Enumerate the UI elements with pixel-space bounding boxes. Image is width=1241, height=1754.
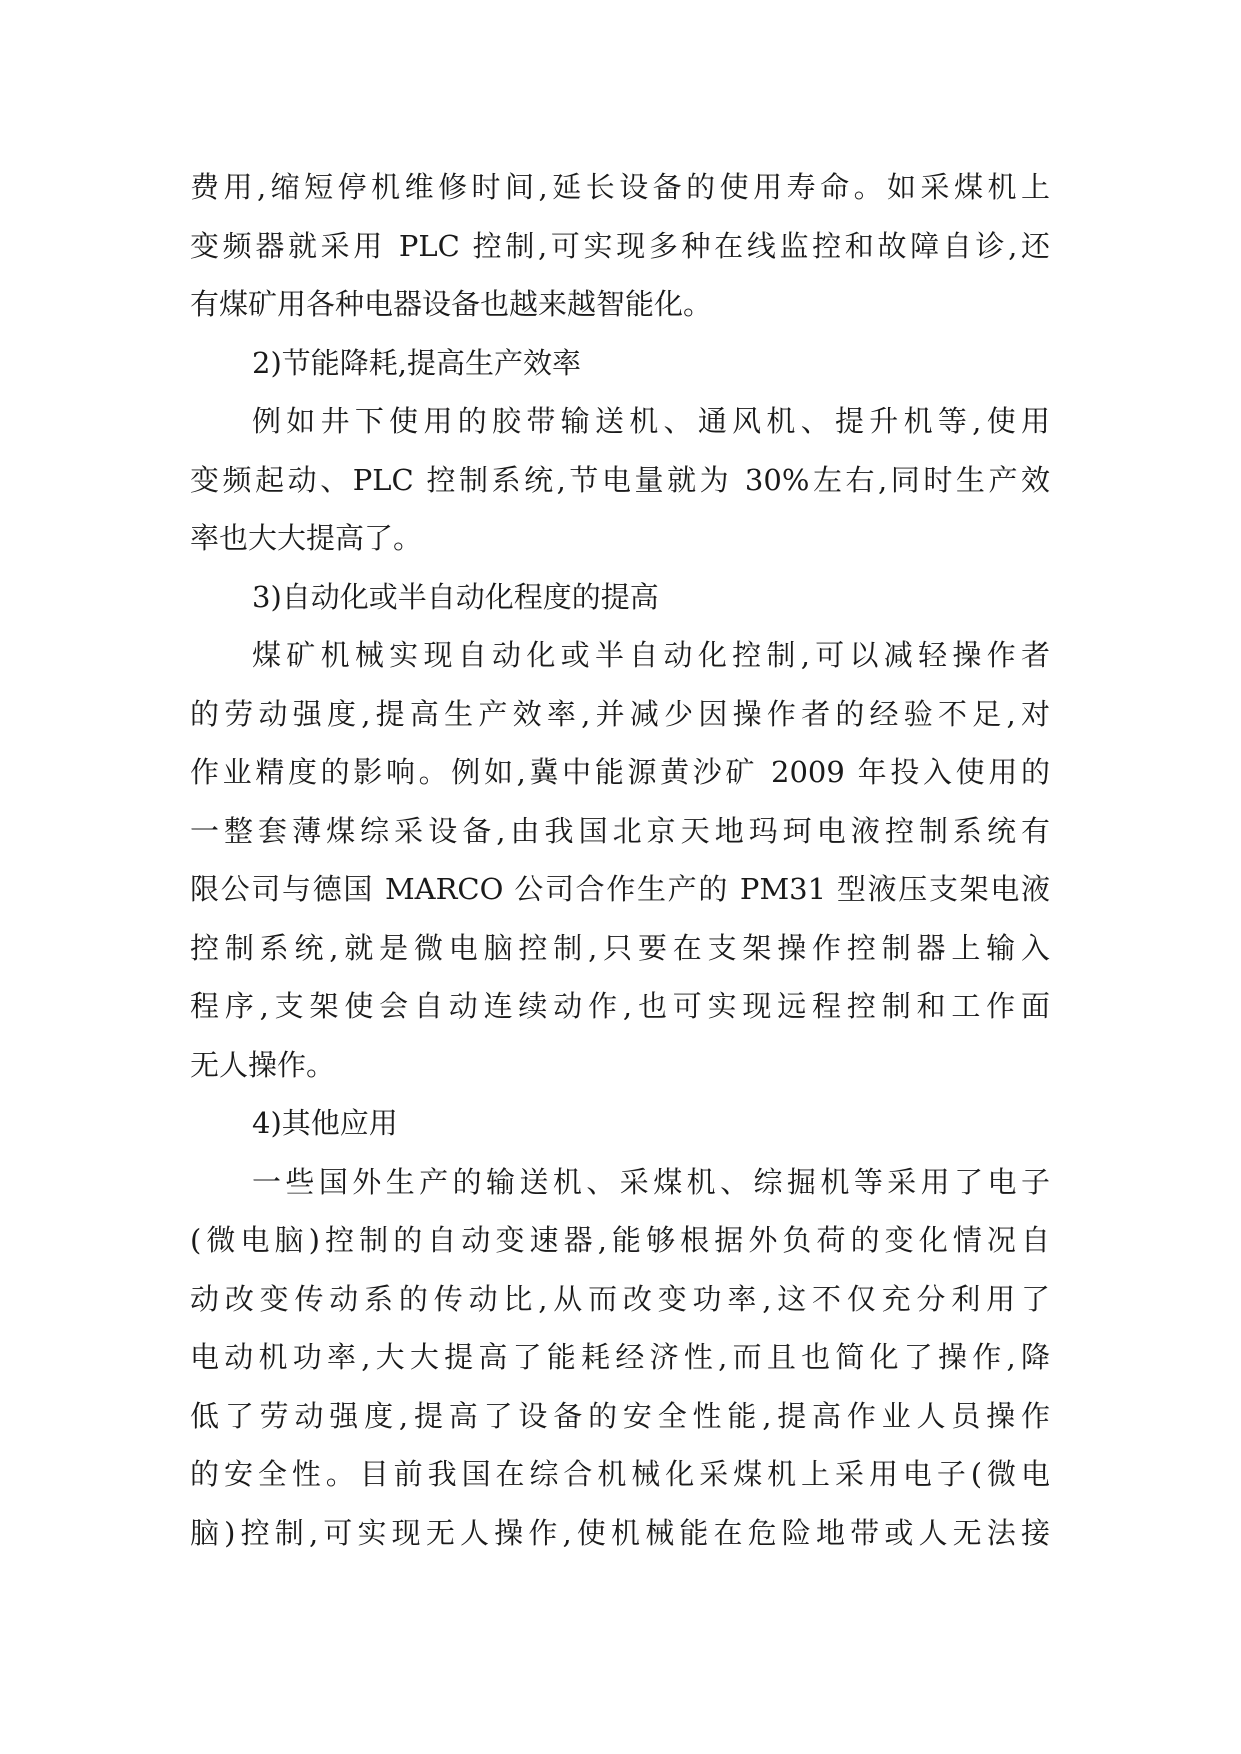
text-line-14: 控制系统,就是微电脑控制,只要在支架操作控制器上输入 [190, 930, 1050, 965]
text-line-12: 一整套薄煤综采设备,由我国北京天地玛珂电液控制系统有 [190, 813, 1050, 848]
section-heading-4: 4)其他应用 [252, 1106, 398, 1140]
text-line-16: 无人操作。 [190, 1047, 336, 1082]
text-line-22: 低了劳动强度,提高了设备的安全性能,提高作业人员操作 [190, 1398, 1050, 1433]
text-line-23: 的安全性。目前我国在综合机械化采煤机上采用电子(微电 [190, 1457, 1050, 1491]
text-line-20: 动改变传动系的传动比,从而改变功率,这不仅充分利用了 [190, 1281, 1050, 1316]
text-line-5: 例如井下使用的胶带输送机、通风机、提升机等,使用 [252, 404, 1050, 438]
text-line-3: 有煤矿用各种电器设备也越来越智能化。 [190, 287, 713, 321]
text-line-13: 限公司与德国 MARCO 公司合作生产的 PM31 型液压支架电液 [190, 872, 1050, 906]
text-line-10: 的劳动强度,提高生产效率,并减少因操作者的经验不足,对 [190, 696, 1050, 731]
text-line-9: 煤矿机械实现自动化或半自动化控制,可以减轻操作者 [252, 638, 1050, 672]
section-heading-3: 3)自动化或半自动化程度的提高 [252, 579, 659, 614]
text-line-24: 脑)控制,可实现无人操作,使机械能在危险地带或人无法接 [190, 1515, 1050, 1550]
body-text [190, 158, 1050, 1562]
section-heading-2: 2)节能降耗,提高生产效率 [252, 345, 581, 380]
text-line-21: 电动机功率,大大提高了能耗经济性,而且也简化了操作,降 [190, 1340, 1050, 1374]
text-line-6: 变频起动、PLC 控制系统,节电量就为 30%左右,同时生产效 [190, 462, 1050, 497]
text-line-15: 程序,支架使会自动连续动作,也可实现远程控制和工作面 [190, 989, 1050, 1023]
text-line-18: 一些国外生产的输送机、采煤机、综掘机等采用了电子 [252, 1164, 1050, 1199]
text-line-11: 作业精度的影响。例如,冀中能源黄沙矿 2009 年投入使用的 [190, 755, 1050, 789]
text-line-1: 费用,缩短停机维修时间,延长设备的使用寿命。如采煤机上 [190, 170, 1050, 204]
text-line-19: (微电脑)控制的自动变速器,能够根据外负荷的变化情况自 [190, 1223, 1050, 1257]
text-line-7: 率也大大提高了。 [190, 521, 423, 555]
text-line-2: 变频器就采用 PLC 控制,可实现多种在线监控和故障自诊,还 [190, 228, 1050, 263]
